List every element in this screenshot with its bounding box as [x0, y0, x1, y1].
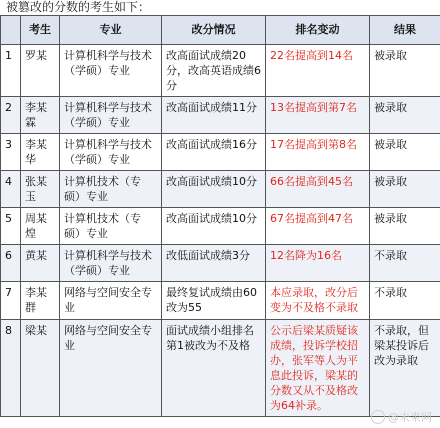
score-change: 改高面试成绩10分: [162, 208, 266, 245]
candidate-name: 李某霖: [21, 97, 60, 134]
rank-change: 22名提高到14名: [266, 45, 370, 97]
rank-change: 13名提高到第7名: [266, 97, 370, 134]
candidate-name: 李某华: [21, 134, 60, 171]
candidate-major: 计算机科学与技术（学硕）专业: [60, 45, 162, 97]
candidate-major: 网络与空间安全专业: [60, 282, 162, 320]
rank-change: 12名降为16名: [266, 245, 370, 282]
score-change: 改低面试成绩3分: [162, 245, 266, 282]
admission-result: 被录取: [370, 208, 440, 245]
candidate-name: 梁某: [21, 320, 60, 417]
rank-change: 17名提高到第8名: [266, 134, 370, 171]
candidate-name: 黄某: [21, 245, 60, 282]
candidate-major: 计算机技术（专硕）专业: [60, 171, 162, 208]
table-row: [1, 171, 440, 208]
candidate-name: 张某玉: [21, 171, 60, 208]
admission-result: 被录取: [370, 171, 440, 208]
admission-result: 不录取: [370, 282, 440, 320]
candidate-name: 罗某: [21, 45, 60, 97]
table-row: [1, 97, 440, 134]
table-row: [1, 134, 440, 171]
score-change: 改高面试成绩11分: [162, 97, 266, 134]
admission-result: 被录取: [370, 45, 440, 97]
row-number: 7: [1, 282, 21, 320]
table-caption: 被篡改的分数的考生如下：: [6, 0, 151, 14]
table-row: [1, 282, 440, 320]
watermark-text: @未来网: [388, 411, 432, 424]
admission-result: 不录取: [370, 245, 440, 282]
admission-result: 不录取，但梁某投诉后改为录取: [370, 320, 440, 417]
table-row: [1, 208, 440, 245]
rank-change: 67名提高到47名: [266, 208, 370, 245]
score-change: 最终复试成绩由60改为55: [162, 282, 266, 320]
admission-result: 被录取: [370, 97, 440, 134]
candidate-major: 网络与空间安全专业: [60, 320, 162, 417]
candidate-major: 计算机科学与技术（学硕）专业: [60, 97, 162, 134]
watermark: [371, 409, 432, 425]
candidate-name: 李某群: [21, 282, 60, 320]
candidate-major: 计算机科学与技术（学硕）专业: [60, 134, 162, 171]
header-candidate: 考生: [21, 16, 60, 45]
candidate-name: 周某煌: [21, 208, 60, 245]
table-row: [1, 245, 440, 282]
row-number: 2: [1, 97, 21, 134]
score-change: 改高面试成绩16分: [162, 134, 266, 171]
table-row: [1, 45, 440, 97]
candidate-major: 计算机技术（专硕）专业: [60, 208, 162, 245]
rank-change: 本应录取，改分后变为不及格不录取: [266, 282, 370, 320]
score-change: 改高面试成绩10分: [162, 171, 266, 208]
table-row: [1, 320, 440, 417]
candidate-major: 计算机科学与技术（学硕）专业: [60, 245, 162, 282]
row-number: 5: [1, 208, 21, 245]
header-score-change: 改分情况: [162, 16, 266, 45]
header-major: 专业: [60, 16, 162, 45]
score-change: 改高面试成绩20分，改高英语成绩6分: [162, 45, 266, 97]
score-change-table: [0, 15, 440, 417]
rank-change: 66名提高到45名: [266, 171, 370, 208]
header-rank-change: 排名变动: [266, 16, 370, 45]
score-change: 面试成绩小组排名第1被改为不及格: [162, 320, 266, 417]
admission-result: 被录取: [370, 134, 440, 171]
rank-change: 公示后梁某质疑该成绩，投诉学校招办，张军等人为平息此投诉，梁某的分数又从不及格改为64补录。: [266, 320, 370, 417]
weibo-logo-icon: [371, 410, 385, 424]
row-number: 8: [1, 320, 21, 417]
table-header-row: [1, 16, 440, 45]
row-number: 6: [1, 245, 21, 282]
header-index: [1, 16, 21, 45]
header-result: 结果: [370, 16, 440, 45]
row-number: 3: [1, 134, 21, 171]
row-number: 1: [1, 45, 21, 97]
row-number: 4: [1, 171, 21, 208]
